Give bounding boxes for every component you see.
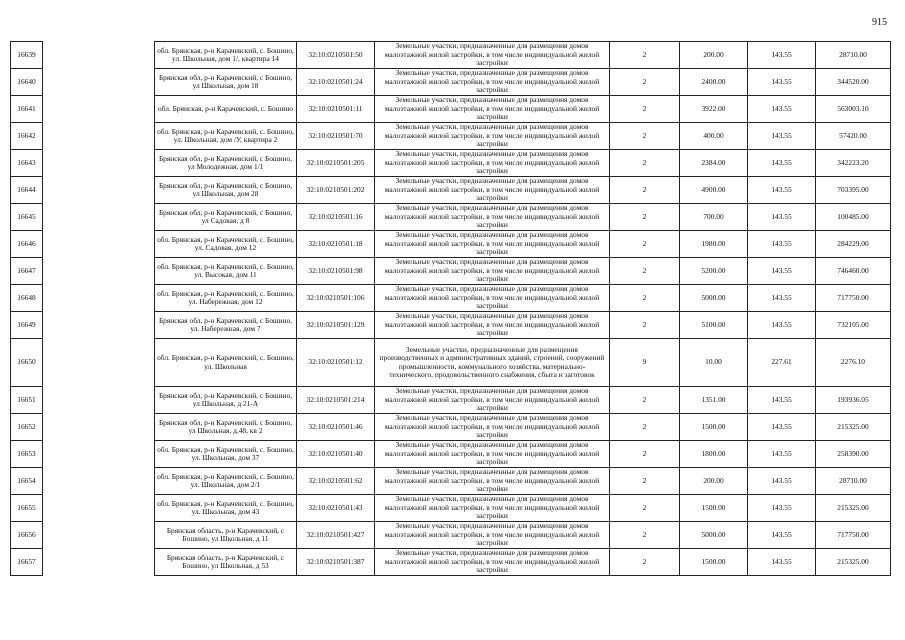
empty-cell — [43, 204, 155, 231]
row-number-cell: 16652 — [11, 414, 43, 441]
land-use-cell: Земельные участки, предназначенные для размещения домов малоэтажной жилой застройки, в том числе индивидуальной жилой застройки — [375, 312, 610, 339]
empty-cell — [43, 177, 155, 204]
row-number-cell: 16655 — [11, 495, 43, 522]
address-cell: Брянская обл, р-н Карачевский, с Бошино, ул Школьная, д 21-А — [155, 387, 297, 414]
row-number-cell: 16649 — [11, 312, 43, 339]
land-use-cell: Земельные участки, предназначенные для размещения домов малоэтажной жилой застройки, в том числе индивидуальной жилой застройки — [375, 468, 610, 495]
cadastral-number-cell: 32:10:0210501:50 — [297, 42, 375, 69]
area-cell: 1800.00 — [680, 441, 748, 468]
row-number-cell: 16653 — [11, 441, 43, 468]
empty-cell — [43, 123, 155, 150]
cadastral-number-cell: 32:10:0210501:70 — [297, 123, 375, 150]
land-use-cell: Земельные участки, предназначенные для размещения домов малоэтажной жилой застройки, в том числе индивидуальной жилой застройки — [375, 204, 610, 231]
specific-value-cell: 143.55 — [748, 150, 816, 177]
cadastral-number-cell: 32:10:0210501:16 — [297, 204, 375, 231]
area-cell: 5000.00 — [680, 285, 748, 312]
empty-cell — [43, 231, 155, 258]
group-cell: 2 — [610, 414, 680, 441]
empty-cell — [43, 468, 155, 495]
specific-value-cell: 143.55 — [748, 285, 816, 312]
address-cell: обл. Брянская, р-н Карачевский, с. Бошино, ул. Высокая, дом 11 — [155, 258, 297, 285]
cadastral-value-cell: 215325.00 — [816, 549, 891, 576]
cadastral-number-cell: 32:10:0210501:46 — [297, 414, 375, 441]
address-cell: Брянская обл, р-н Карачевский, с Бошино, ул Садовая, д 8 — [155, 204, 297, 231]
table-row — [11, 468, 891, 495]
cadastral-number-cell: 32:10:0210501:106 — [297, 285, 375, 312]
cadastral-value-cell: 563003.10 — [816, 96, 891, 123]
area-cell: 1500.00 — [680, 495, 748, 522]
address-cell: обл. Брянская, р-н Карачевский, с. Бошино, ул. Школьная, дом 1/, квартира 14 — [155, 42, 297, 69]
cadastral-value-cell: 57420.00 — [816, 123, 891, 150]
row-number-cell: 16641 — [11, 96, 43, 123]
specific-value-cell: 143.55 — [748, 414, 816, 441]
row-number-cell: 16647 — [11, 258, 43, 285]
area-cell: 2384.00 — [680, 150, 748, 177]
cadastral-number-cell: 32:10:0210501:43 — [297, 495, 375, 522]
land-use-cell: Земельные участки, предназначенные для размещения домов малоэтажной жилой застройки, в том числе индивидуальной жилой застройки — [375, 495, 610, 522]
address-cell: Брянская обл, р-н Карачевский, с Бошино, ул Школьная, дом 18 — [155, 69, 297, 96]
table-row — [11, 495, 891, 522]
land-use-cell: Земельные участки, предназначенные для размещения домов малоэтажной жилой застройки, в том числе индивидуальной жилой застройки — [375, 150, 610, 177]
land-use-cell: Земельные участки, предназначенные для размещения домов малоэтажной жилой застройки, в том числе индивидуальной жилой застройки — [375, 42, 610, 69]
specific-value-cell: 143.55 — [748, 495, 816, 522]
row-number-cell: 16648 — [11, 285, 43, 312]
empty-cell — [43, 549, 155, 576]
cadastral-value-cell: 732105.00 — [816, 312, 891, 339]
land-use-cell: Земельные участки, предназначенные для размещения домов малоэтажной жилой застройки, в том числе индивидуальной жилой застройки — [375, 549, 610, 576]
empty-cell — [43, 414, 155, 441]
group-cell: 2 — [610, 258, 680, 285]
row-number-cell: 16645 — [11, 204, 43, 231]
land-use-cell: Земельные участки, предназначенные для размещения домов малоэтажной жилой застройки, в том числе индивидуальной жилой застройки — [375, 414, 610, 441]
address-cell: обл. Брянская, р-н Карачевский, с. Бошино — [155, 96, 297, 123]
row-number-cell: 16642 — [11, 123, 43, 150]
table-row — [11, 414, 891, 441]
group-cell: 2 — [610, 468, 680, 495]
row-number-cell: 16640 — [11, 69, 43, 96]
cadastral-value-cell: 215325.00 — [816, 495, 891, 522]
cadastral-value-cell: 717750.00 — [816, 522, 891, 549]
empty-cell — [43, 312, 155, 339]
group-cell: 2 — [610, 522, 680, 549]
cadastral-number-cell: 32:10:0210501:129 — [297, 312, 375, 339]
cadastral-value-cell: 717750.00 — [816, 285, 891, 312]
table-row — [11, 522, 891, 549]
row-number-cell: 16657 — [11, 549, 43, 576]
cadastral-value-cell: 215325.00 — [816, 414, 891, 441]
land-use-cell: Земельные участки, предназначенные для размещения домов малоэтажной жилой застройки, в том числе индивидуальной жилой застройки — [375, 522, 610, 549]
specific-value-cell: 143.55 — [748, 549, 816, 576]
group-cell: 2 — [610, 96, 680, 123]
table-row — [11, 42, 891, 69]
cadastral-value-cell: 100485.00 — [816, 204, 891, 231]
page-number: 915 — [872, 17, 887, 28]
specific-value-cell: 143.55 — [748, 231, 816, 258]
cadastral-value-cell: 703395.00 — [816, 177, 891, 204]
area-cell: 5200.00 — [680, 258, 748, 285]
table-row — [11, 69, 891, 96]
address-cell: Брянская обл, р-н Карачевский, с Бошино, ул. Набережная, дом 7 — [155, 312, 297, 339]
area-cell: 5100.00 — [680, 312, 748, 339]
area-cell: 5000.00 — [680, 522, 748, 549]
cadastral-number-cell: 32:10:0210501:40 — [297, 441, 375, 468]
row-number-cell: 16646 — [11, 231, 43, 258]
empty-cell — [43, 285, 155, 312]
cadastral-value-cell: 344520.00 — [816, 69, 891, 96]
specific-value-cell: 143.55 — [748, 123, 816, 150]
specific-value-cell: 143.55 — [748, 42, 816, 69]
land-use-cell: Земельные участки, предназначенные для размещения домов малоэтажной жилой застройки, в том числе индивидуальной жилой застройки — [375, 387, 610, 414]
cadastral-value-cell: 28710.00 — [816, 468, 891, 495]
group-cell: 2 — [610, 231, 680, 258]
address-cell: Брянская обл, р-н Карачевский, с Бошино, ул Школьная, д.48, кв 2 — [155, 414, 297, 441]
group-cell: 2 — [610, 123, 680, 150]
specific-value-cell: 143.55 — [748, 312, 816, 339]
address-cell: Брянская обл, р-н Карачевский, с Бошино, ул Школьная, дом 28 — [155, 177, 297, 204]
group-cell: 2 — [610, 312, 680, 339]
empty-cell — [43, 258, 155, 285]
empty-cell — [43, 339, 155, 387]
group-cell: 2 — [610, 441, 680, 468]
cadastral-number-cell: 32:10:0210501:12 — [297, 339, 375, 387]
group-cell: 2 — [610, 204, 680, 231]
cadastral-value-cell: 28710.00 — [816, 42, 891, 69]
empty-cell — [43, 42, 155, 69]
cadastral-number-cell: 32:10:0210501:205 — [297, 150, 375, 177]
cadastral-value-table — [10, 41, 891, 576]
land-use-cell: Земельные участки, предназначенные для размещения домов малоэтажной жилой застройки, в том числе индивидуальной жилой застройки — [375, 258, 610, 285]
group-cell: 2 — [610, 69, 680, 96]
empty-cell — [43, 150, 155, 177]
specific-value-cell: 143.55 — [748, 69, 816, 96]
table-row — [11, 549, 891, 576]
cadastral-number-cell: 32:10:0210501:427 — [297, 522, 375, 549]
empty-cell — [43, 441, 155, 468]
area-cell: 700.00 — [680, 204, 748, 231]
empty-cell — [43, 96, 155, 123]
specific-value-cell: 143.55 — [748, 258, 816, 285]
row-number-cell: 16644 — [11, 177, 43, 204]
row-number-cell: 16654 — [11, 468, 43, 495]
group-cell: 2 — [610, 285, 680, 312]
group-cell: 2 — [610, 177, 680, 204]
area-cell: 1500.00 — [680, 549, 748, 576]
specific-value-cell: 143.55 — [748, 441, 816, 468]
empty-cell — [43, 522, 155, 549]
area-cell: 400.00 — [680, 123, 748, 150]
land-use-cell: Земельные участки, предназначенные для размещения домов малоэтажной жилой застройки, в том числе индивидуальной жилой застройки — [375, 123, 610, 150]
empty-cell — [43, 69, 155, 96]
empty-cell — [43, 495, 155, 522]
cadastral-number-cell: 32:10:0210501:18 — [297, 231, 375, 258]
address-cell: Брянская обл, р-н Карачевский, с Бошино, ул Молодежная, дом 1/1 — [155, 150, 297, 177]
address-cell: обл. Брянская, р-н Карачевский, с. Бошино, ул. Школьная, дом 37 — [155, 441, 297, 468]
cadastral-number-cell: 32:10:0210501:11 — [297, 96, 375, 123]
group-cell: 2 — [610, 387, 680, 414]
table-row — [11, 312, 891, 339]
area-cell: 1351.00 — [680, 387, 748, 414]
group-cell: 2 — [610, 549, 680, 576]
table-row — [11, 339, 891, 387]
cadastral-value-cell: 258390.00 — [816, 441, 891, 468]
row-number-cell: 16639 — [11, 42, 43, 69]
table-row — [11, 441, 891, 468]
address-cell: обл. Брянская, р-н Карачевский, с. Бошино, ул. Набережная, дом 12 — [155, 285, 297, 312]
cadastral-value-cell: 342223.20 — [816, 150, 891, 177]
area-cell: 2400.00 — [680, 69, 748, 96]
cadastral-number-cell: 32:10:0210501:214 — [297, 387, 375, 414]
table-row — [11, 258, 891, 285]
address-cell: Брянская область, р-н Карачевский, с Бошино, ул Школьная, д 53 — [155, 549, 297, 576]
table-row — [11, 204, 891, 231]
area-cell: 10.00 — [680, 339, 748, 387]
empty-cell — [43, 387, 155, 414]
table-body — [11, 42, 891, 576]
cadastral-number-cell: 32:10:0210501:387 — [297, 549, 375, 576]
group-cell: 2 — [610, 42, 680, 69]
row-number-cell: 16650 — [11, 339, 43, 387]
address-cell: обл. Брянская, р-н Карачевский, с. Бошино, ул. Школьная, дом 2/1 — [155, 468, 297, 495]
land-use-cell: Земельные участки, предназначенные для размещения домов малоэтажной жилой застройки, в том числе индивидуальной жилой застройки — [375, 69, 610, 96]
cadastral-number-cell: 32:10:0210501:24 — [297, 69, 375, 96]
cadastral-value-cell: 284229.00 — [816, 231, 891, 258]
specific-value-cell: 227.61 — [748, 339, 816, 387]
table-row — [11, 96, 891, 123]
specific-value-cell: 143.55 — [748, 177, 816, 204]
group-cell: 2 — [610, 495, 680, 522]
land-use-cell: Земельные участки, предназначенные для размещения домов малоэтажной жилой застройки, в том числе индивидуальной жилой застройки — [375, 285, 610, 312]
area-cell: 1500.00 — [680, 414, 748, 441]
cadastral-value-cell: 193936.05 — [816, 387, 891, 414]
land-use-cell: Земельные участки, предназначенные для размещения домов малоэтажной жилой застройки, в том числе индивидуальной жилой застройки — [375, 231, 610, 258]
specific-value-cell: 143.55 — [748, 96, 816, 123]
cadastral-number-cell: 32:10:0210501:98 — [297, 258, 375, 285]
cadastral-number-cell: 32:10:0210501:202 — [297, 177, 375, 204]
group-cell: 2 — [610, 150, 680, 177]
specific-value-cell: 143.55 — [748, 387, 816, 414]
area-cell: 200.00 — [680, 468, 748, 495]
table-row — [11, 231, 891, 258]
table-row — [11, 285, 891, 312]
address-cell: обл. Брянская, р-н Карачевский, с. Бошино, ул. Школьная — [155, 339, 297, 387]
specific-value-cell: 143.55 — [748, 468, 816, 495]
area-cell: 3922.00 — [680, 96, 748, 123]
address-cell: Брянская область, р-н Карачевский, с Бошино, ул Школьная, д 11 — [155, 522, 297, 549]
area-cell: 4900.00 — [680, 177, 748, 204]
row-number-cell: 16651 — [11, 387, 43, 414]
table-row — [11, 387, 891, 414]
group-cell: 9 — [610, 339, 680, 387]
row-number-cell: 16643 — [11, 150, 43, 177]
area-cell: 200.00 — [680, 42, 748, 69]
cadastral-value-cell: 2276.10 — [816, 339, 891, 387]
specific-value-cell: 143.55 — [748, 204, 816, 231]
address-cell: обл. Брянская, р-н Карачевский, с. Бошино, ул. Садовая, дом 12 — [155, 231, 297, 258]
table-row — [11, 150, 891, 177]
address-cell: обл. Брянская, р-н Карачевский, с. Бошино, ул. Школьная, дом /У, квартира 2 — [155, 123, 297, 150]
land-use-cell: Земельные участки, предназначенные для размещения домов малоэтажной жилой застройки, в том числе индивидуальной жилой застройки — [375, 177, 610, 204]
specific-value-cell: 143.55 — [748, 522, 816, 549]
land-use-cell: Земельные участки, предназначенные для размещения домов малоэтажной жилой застройки, в том числе индивидуальной жилой застройки — [375, 96, 610, 123]
land-use-cell: Земельные участки, предназначенные для размещения производственных и административных зданий, строений, сооружений промышленности, коммунального хозяйства, материально-технического, продовольственного снабжения, сбыта и заготовок — [375, 339, 610, 387]
land-use-cell: Земельные участки, предназначенные для размещения домов малоэтажной жилой застройки, в том числе индивидуальной жилой застройки — [375, 441, 610, 468]
table-row — [11, 123, 891, 150]
cadastral-number-cell: 32:10:0210501:62 — [297, 468, 375, 495]
cadastral-value-cell: 746460.00 — [816, 258, 891, 285]
area-cell: 1980.00 — [680, 231, 748, 258]
table-row — [11, 177, 891, 204]
address-cell: обл. Брянская, р-н Карачевский, с. Бошино, ул. Школьная, дом 43 — [155, 495, 297, 522]
row-number-cell: 16656 — [11, 522, 43, 549]
